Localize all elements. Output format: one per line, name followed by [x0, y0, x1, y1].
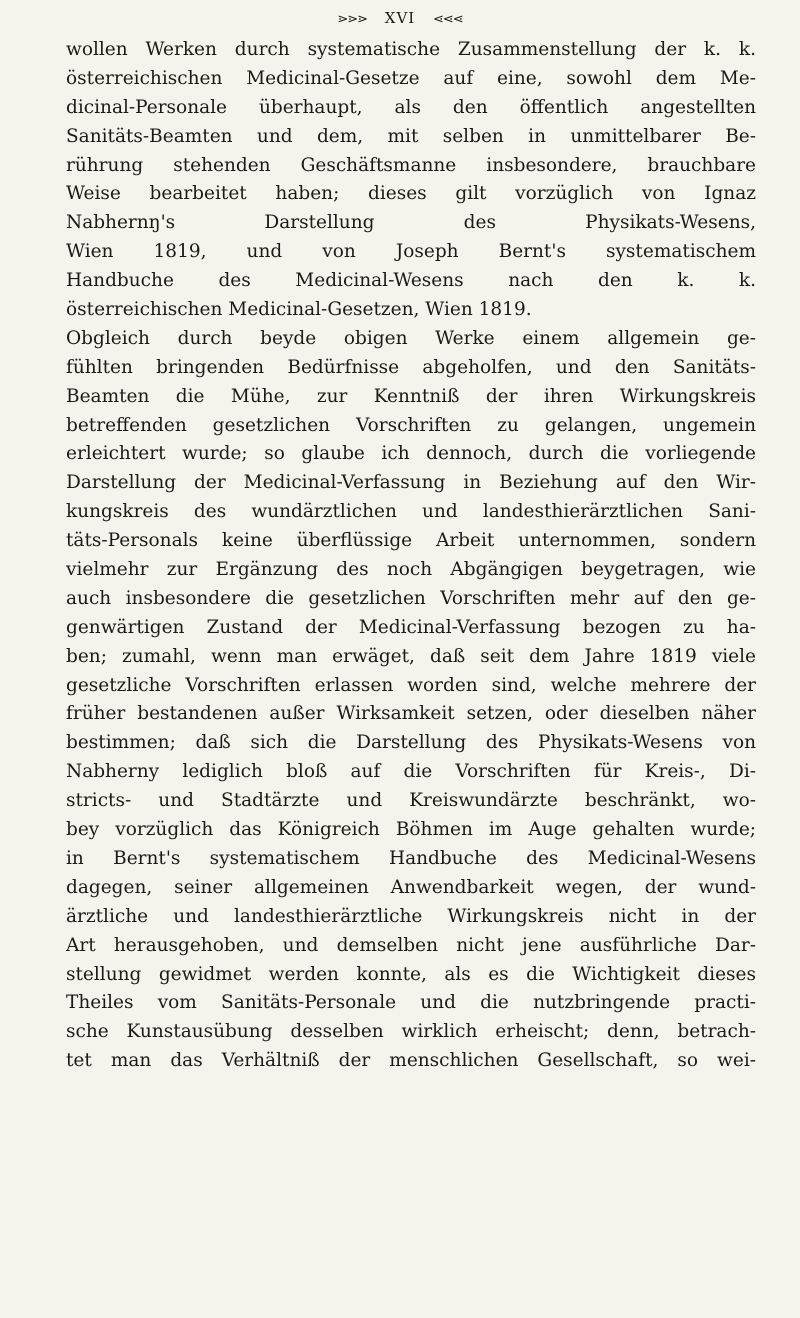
text-line: genwärtigen Zustand der Medicinal-Verfassung bezogen zu ha- — [66, 616, 756, 638]
text-line: ben; zumahl, wenn man erwäget, daß seit dem Jahre 1819 viele — [66, 645, 756, 667]
text-line: bey vorzüglich das Königreich Böhmen im Auge gehalten wurde; — [66, 819, 756, 841]
text-line: Nabherny lediglich bloß auf die Vorschriften für Kreis-, Di- — [66, 761, 756, 783]
text-line: betreffenden gesetzlichen Vorschriften zu gelangen, ungemein — [66, 414, 756, 436]
text-line: Wien 1819, und von Joseph Bernt's systematischem — [66, 241, 756, 263]
text-line: rührung stehenden Geschäftsmanne insbesondere, brauchbare — [66, 154, 756, 176]
text-line: Nabhernŋ's Darstellung des Physikats-Wesens, — [66, 212, 756, 234]
text-line: tet man das Verhältniß der menschlichen Gesellschaft, so wei- — [66, 1050, 756, 1072]
text-line: fühlten bringenden Bedürfnisse abgeholfen, und den Sanitäts- — [66, 356, 756, 378]
text-line: dagegen, seiner allgemeinen Anwendbarkeit wegen, der wund- — [66, 876, 756, 898]
text-line: Weise bearbeitet haben; dieses gilt vorzüglich von Ignaz — [66, 183, 756, 205]
text-line: früher bestandenen außer Wirksamkeit setzen, oder dieselben näher — [66, 703, 756, 725]
text-line: bestimmen; daß sich die Darstellung des Physikats-Wesens von — [66, 732, 756, 754]
text-line: österreichischen Medicinal-Gesetzen, Wien 1819. — [66, 299, 532, 321]
text-line: Theiles vom Sanitäts-Personale und die nutzbringende practi- — [66, 992, 756, 1014]
text-line: Darstellung der Medicinal-Verfassung in Beziehung auf den Wir- — [66, 472, 756, 494]
text-line: Art herausgehoben, und demselben nicht jene ausführliche Dar- — [66, 934, 756, 956]
text-line: dicinal-Personale überhaupt, als den öffentlich angestellten — [66, 96, 756, 118]
text-line: stricts- und Stadtärzte und Kreiswundärzte beschränkt, wo- — [66, 790, 756, 812]
text-line: Sanitäts-Beamten und dem, mit selben in unmittelbarer Be- — [66, 125, 756, 147]
page-number: XVI — [384, 9, 416, 27]
ornament-right: ⋖⋖⋖ — [433, 12, 463, 27]
text-line: in Bernt's systematischem Handbuche des Medicinal-Wesens — [66, 847, 756, 869]
text-line: Handbuche des Medicinal-Wesens nach den k. k. — [66, 270, 756, 292]
text-line: täts-Personals keine überflüssige Arbeit unternommen, sondern — [66, 530, 756, 552]
text-line: österreichischen Medicinal-Gesetze auf eine, sowohl dem Me- — [66, 67, 756, 89]
text-line: Beamten die Mühe, zur Kenntniß der ihren Wirkungskreis — [66, 385, 756, 407]
text-line: sche Kunstausübung desselben wirklich erheischt; denn, betrach- — [66, 1021, 756, 1043]
ornament-left: ⋗⋗⋗ — [337, 12, 367, 27]
text-line: gesetzliche Vorschriften erlassen worden sind, welche mehrere der — [66, 674, 756, 696]
text-line: stellung gewidmet werden konnte, als es die Wichtigkeit dieses — [66, 963, 756, 985]
text-line: ärztliche und landesthierärztliche Wirkungskreis nicht in der — [66, 905, 756, 927]
text-line: erleichtert wurde; so glaube ich dennoch, durch die vorliegende — [66, 443, 756, 465]
text-line: vielmehr zur Ergänzung des noch Abgängigen beygetragen, wie — [66, 559, 756, 581]
text-line: kungskreis des wundärztlichen und landesthierärztlichen Sani- — [66, 501, 756, 523]
body-text — [66, 36, 756, 1076]
text-line: auch insbesondere die gesetzlichen Vorschriften mehr auf den ge- — [66, 587, 756, 609]
page-header — [0, 8, 800, 30]
text-line: Obgleich durch beyde obigen Werke einem allgemein ge- — [66, 327, 756, 349]
text-line: wollen Werken durch systematische Zusammenstellung der k. k. — [66, 39, 756, 60]
